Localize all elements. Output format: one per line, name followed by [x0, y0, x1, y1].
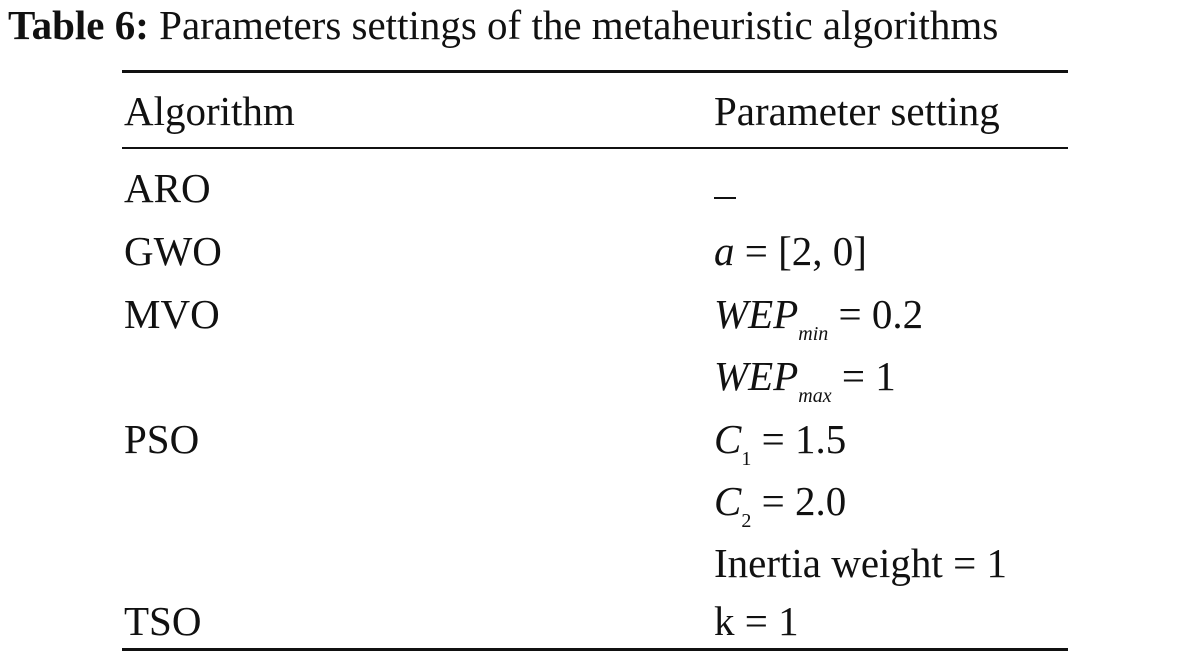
row-parameter-pso-inertia: Inertia weight = 1 — [714, 540, 1007, 586]
param-op: = — [828, 291, 872, 337]
param-value: 1 — [875, 353, 896, 399]
header-parameter-setting: Parameter setting — [714, 88, 1000, 134]
param-value: 1.5 — [794, 416, 847, 462]
param-value: [2, 0] — [778, 228, 867, 274]
param-var: WEP — [714, 291, 799, 337]
row-parameter-gwo — [714, 220, 867, 282]
param-op: = — [734, 228, 779, 274]
row-algorithm-gwo: GWO — [124, 228, 222, 274]
param-value: 0.2 — [871, 291, 924, 337]
param-subscript: min — [798, 323, 829, 345]
param-subscript: 2 — [741, 510, 752, 532]
table-top-rule — [122, 70, 1068, 73]
param-var: WEP — [714, 353, 799, 399]
param-subscript: max — [798, 385, 832, 407]
table-caption-text: Parameters settings of the metaheuristic algorithms — [159, 2, 999, 48]
header-algorithm: Algorithm — [124, 88, 295, 134]
table-caption-label: Table 6: — [8, 2, 149, 48]
row-algorithm-aro: ARO — [124, 165, 211, 211]
row-parameter-pso-c1 — [714, 408, 846, 470]
table-bottom-rule — [122, 648, 1068, 651]
row-algorithm-pso: PSO — [124, 416, 200, 462]
param-op: = — [751, 478, 795, 524]
row-algorithm-mvo: MVO — [124, 291, 220, 337]
param-var: a — [714, 228, 735, 274]
param-op: = — [831, 353, 876, 399]
row-algorithm-tso: TSO — [124, 598, 202, 644]
table-caption — [8, 0, 998, 50]
row-parameter-aro — [714, 157, 736, 219]
param-subscript: 1 — [741, 448, 752, 470]
row-parameter-pso-c2 — [714, 470, 846, 532]
row-parameter-mvo-max — [714, 345, 896, 407]
table-header-rule — [122, 147, 1068, 149]
row-parameter-mvo-min — [714, 283, 923, 345]
dash-mark — [714, 197, 736, 199]
param-value: 2.0 — [794, 478, 847, 524]
param-var: C — [714, 416, 742, 462]
param-op: = — [751, 416, 795, 462]
param-var: C — [714, 478, 742, 524]
row-parameter-tso: k = 1 — [714, 598, 799, 644]
